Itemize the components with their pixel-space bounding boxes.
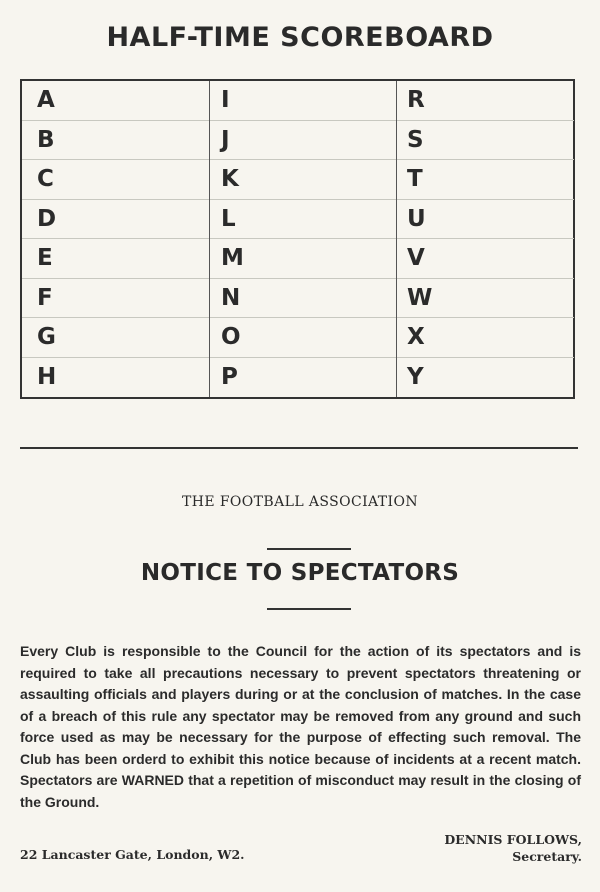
notice-body: Every Club is responsible to the Council for the action of its spectators and is required to take all precautions necessary to prevent spectators threatening or assaulting officials and players during or at the conclusion of matches. In the case of a breach of this rule any spectator may be removed from any ground and such force used as may be necessary for the purpose of effecting such removal. The Club has been orderd to exhibit this notice because of incidents at a recent match. Spectators are WARNED that a repetition of misconduct may result in the closing of the Ground. — [20, 643, 581, 810]
section-divider — [20, 447, 578, 449]
scoreboard-cell: U — [397, 200, 574, 240]
scoreboard-cell: I — [210, 81, 397, 121]
scoreboard-cell: G — [22, 318, 209, 358]
scoreboard-cell: F — [22, 279, 209, 319]
scoreboard-column-1 — [22, 81, 209, 397]
title-rule-bottom — [267, 608, 351, 610]
scoreboard-cell: T — [397, 160, 574, 200]
scoreboard-cell: D — [22, 200, 209, 240]
signature-block — [444, 831, 582, 865]
scoreboard-cell: H — [37, 363, 57, 390]
scoreboard-column-3 — [396, 81, 574, 397]
address: 22 Lancaster Gate, London, W2. — [20, 847, 245, 862]
scoreboard-cell: X — [397, 318, 574, 358]
scoreboard-title: HALF-TIME SCOREBOARD — [106, 22, 494, 53]
scoreboard-cell: P — [221, 363, 238, 390]
scoreboard-cell: C — [22, 160, 209, 200]
organisation-name: THE FOOTBALL ASSOCIATION — [182, 494, 418, 510]
scoreboard-cell: O — [210, 318, 397, 358]
scoreboard-grid — [20, 79, 575, 399]
scoreboard-cell: L — [210, 200, 397, 240]
scoreboard-cell: Y — [407, 363, 424, 390]
scoreboard-column-2 — [209, 81, 397, 397]
scoreboard-cell: R — [397, 81, 574, 121]
scoreboard-cell: J — [210, 121, 397, 161]
title-rule-top — [267, 548, 351, 550]
scoreboard-cell: K — [210, 160, 397, 200]
notice-title: NOTICE TO SPECTATORS — [140, 560, 460, 586]
scoreboard-cell: B — [22, 121, 209, 161]
scoreboard-cell: W — [397, 279, 574, 319]
scoreboard-cell: N — [210, 279, 397, 319]
scoreboard-cell: V — [397, 239, 574, 279]
scoreboard-cell: M — [210, 239, 397, 279]
scoreboard-cell: S — [397, 121, 574, 161]
scoreboard-cell: A — [22, 81, 209, 121]
scoreboard-cell: E — [22, 239, 209, 279]
signatory-title: Secretary. — [512, 849, 582, 864]
signatory-name: DENNIS FOLLOWS, — [444, 832, 582, 847]
